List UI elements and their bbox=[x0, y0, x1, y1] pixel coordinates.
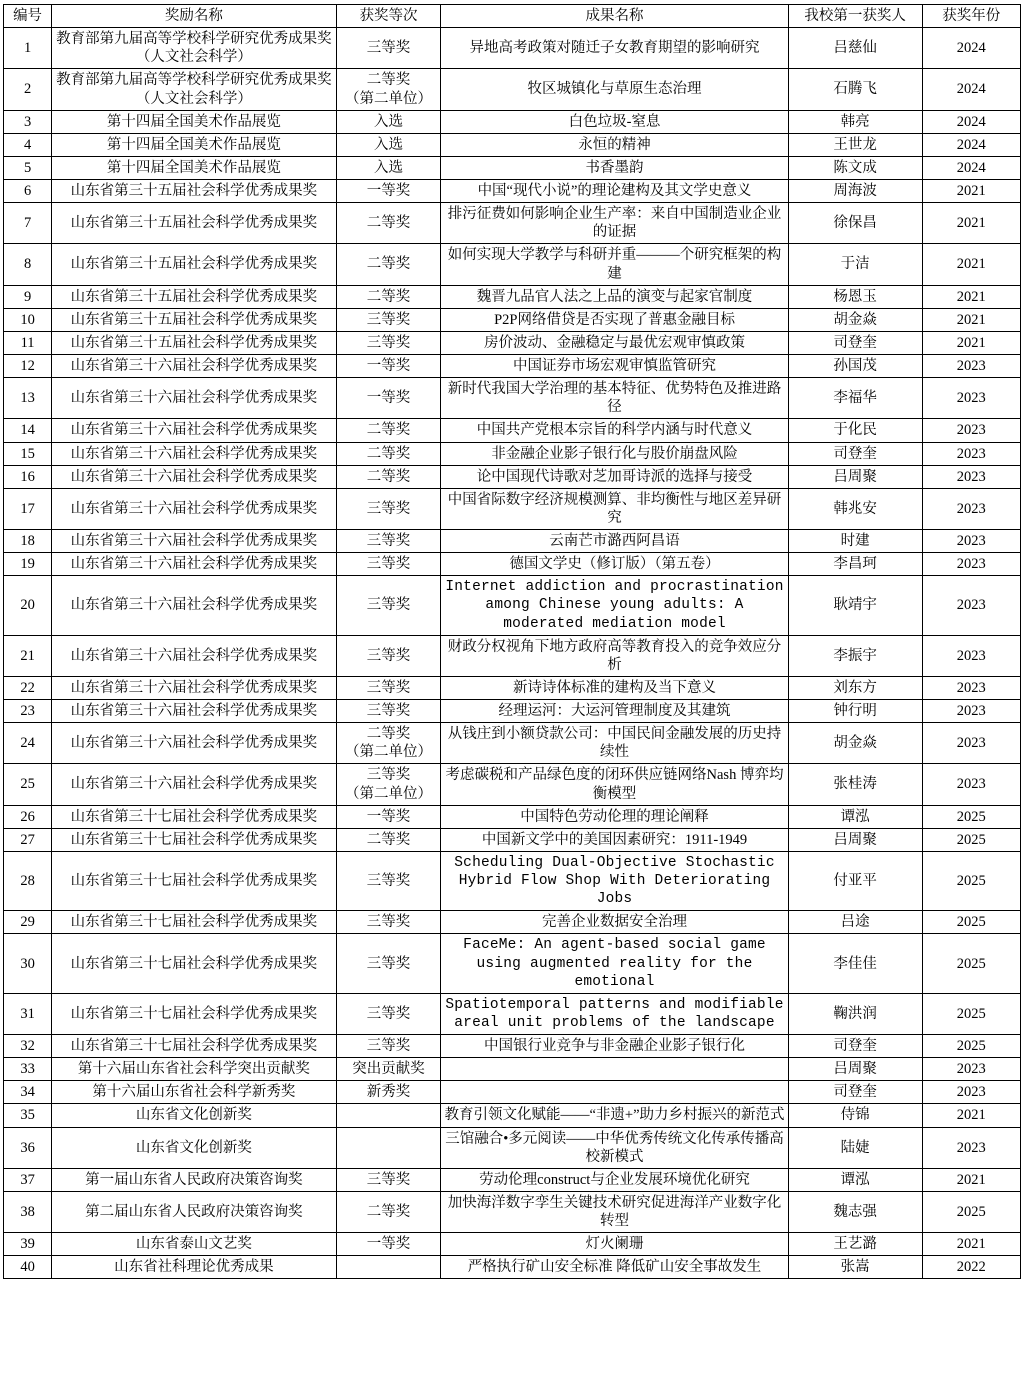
cell-award-year: 2023 bbox=[922, 635, 1020, 676]
cell-id: 21 bbox=[4, 635, 52, 676]
cell-achievement-title: 教育引领文化赋能——“非遗+”助力乡村振兴的新范式 bbox=[441, 1104, 788, 1127]
cell-achievement-title: 从钱庄到小额贷款公司：中国民间金融发展的历史持续性 bbox=[441, 723, 788, 764]
cell-id: 1 bbox=[4, 28, 52, 69]
cell-award-year: 2023 bbox=[922, 488, 1020, 529]
cell-first-awardee: 孙国茂 bbox=[788, 355, 922, 378]
table-row bbox=[4, 28, 1021, 69]
table-row bbox=[4, 308, 1021, 331]
cell-first-awardee: 刘东方 bbox=[788, 676, 922, 699]
cell-award-year: 2023 bbox=[922, 1058, 1020, 1081]
cell-first-awardee: 周海波 bbox=[788, 180, 922, 203]
cell-id: 19 bbox=[4, 553, 52, 576]
cell-first-awardee: 徐保昌 bbox=[788, 203, 922, 244]
cell-id: 5 bbox=[4, 156, 52, 179]
table-row bbox=[4, 1191, 1021, 1232]
table-row bbox=[4, 69, 1021, 110]
cell-award-year: 2023 bbox=[922, 676, 1020, 699]
table-row bbox=[4, 530, 1021, 553]
table-row bbox=[4, 133, 1021, 156]
cell-award-year: 2021 bbox=[922, 1233, 1020, 1256]
cell-id: 15 bbox=[4, 442, 52, 465]
cell-first-awardee: 鞠洪润 bbox=[788, 993, 922, 1034]
cell-achievement-title: 中国“现代小说”的理论建构及其文学史意义 bbox=[441, 180, 788, 203]
cell-achievement-title: 考虑碳税和产品绿色度的闭环供应链网络Nash 博弈均衡模型 bbox=[441, 764, 788, 805]
cell-first-awardee: 陈文成 bbox=[788, 156, 922, 179]
table-row bbox=[4, 1081, 1021, 1104]
cell-award-name: 第十六届山东省社会科学突出贡献奖 bbox=[52, 1058, 337, 1081]
cell-award-name: 山东省第三十六届社会科学优秀成果奖 bbox=[52, 676, 337, 699]
table-row bbox=[4, 1035, 1021, 1058]
cell-award-year: 2025 bbox=[922, 1191, 1020, 1232]
cell-award-level: 入选 bbox=[336, 156, 441, 179]
cell-first-awardee: 胡金焱 bbox=[788, 723, 922, 764]
cell-id: 22 bbox=[4, 676, 52, 699]
cell-first-awardee: 侍锦 bbox=[788, 1104, 922, 1127]
cell-first-awardee: 胡金焱 bbox=[788, 308, 922, 331]
cell-award-name: 第十四届全国美术作品展览 bbox=[52, 110, 337, 133]
cell-achievement-title: 牧区城镇化与草原生态治理 bbox=[441, 69, 788, 110]
cell-achievement-title: 房价波动、金融稳定与最优宏观审慎政策 bbox=[441, 331, 788, 354]
table-row bbox=[4, 828, 1021, 851]
cell-achievement-title: 三馆融合•多元阅读——中华优秀传统文化传承传播高校新模式 bbox=[441, 1127, 788, 1168]
cell-first-awardee: 韩亮 bbox=[788, 110, 922, 133]
cell-award-name: 山东省社科理论优秀成果 bbox=[52, 1256, 337, 1279]
cell-award-year: 2025 bbox=[922, 993, 1020, 1034]
cell-award-level: 三等奖 （第二单位） bbox=[336, 764, 441, 805]
table-row bbox=[4, 764, 1021, 805]
cell-achievement-title: 加快海洋数字孪生关键技术研究促进海洋产业数字化转型 bbox=[441, 1191, 788, 1232]
table-row bbox=[4, 723, 1021, 764]
table-row bbox=[4, 576, 1021, 635]
cell-award-year: 2024 bbox=[922, 133, 1020, 156]
cell-achievement-title: 财政分权视角下地方政府高等教育投入的竞争效应分析 bbox=[441, 635, 788, 676]
cell-award-year: 2023 bbox=[922, 1127, 1020, 1168]
table-row bbox=[4, 1127, 1021, 1168]
cell-award-name: 山东省第三十七届社会科学优秀成果奖 bbox=[52, 851, 337, 910]
cell-award-year: 2021 bbox=[922, 1168, 1020, 1191]
cell-id: 38 bbox=[4, 1191, 52, 1232]
cell-award-name: 山东省第三十五届社会科学优秀成果奖 bbox=[52, 285, 337, 308]
cell-award-year: 2023 bbox=[922, 530, 1020, 553]
cell-award-level: 三等奖 bbox=[336, 553, 441, 576]
cell-award-level bbox=[336, 1256, 441, 1279]
cell-award-level: 三等奖 bbox=[336, 308, 441, 331]
cell-achievement-title: 德国文学史（修订版）（第五卷） bbox=[441, 553, 788, 576]
cell-id: 4 bbox=[4, 133, 52, 156]
cell-award-level: 二等奖 bbox=[336, 285, 441, 308]
table-row bbox=[4, 805, 1021, 828]
cell-achievement-title: 中国新文学中的美国因素研究：1911-1949 bbox=[441, 828, 788, 851]
cell-award-year: 2021 bbox=[922, 308, 1020, 331]
cell-award-level bbox=[336, 1127, 441, 1168]
cell-award-name: 山东省文化创新奖 bbox=[52, 1127, 337, 1168]
cell-achievement-title: 魏晋九品官人法之上品的演变与起家官制度 bbox=[441, 285, 788, 308]
cell-first-awardee: 石腾飞 bbox=[788, 69, 922, 110]
cell-award-name: 山东省第三十六届社会科学优秀成果奖 bbox=[52, 355, 337, 378]
cell-achievement-title: 排污征费如何影响企业生产率：来自中国制造业企业的证据 bbox=[441, 203, 788, 244]
table-row bbox=[4, 331, 1021, 354]
cell-award-level: 三等奖 bbox=[336, 576, 441, 635]
cell-id: 36 bbox=[4, 1127, 52, 1168]
award-table bbox=[3, 4, 1021, 1279]
table-row bbox=[4, 442, 1021, 465]
table-row bbox=[4, 1104, 1021, 1127]
cell-award-name: 山东省第三十七届社会科学优秀成果奖 bbox=[52, 828, 337, 851]
cell-award-name: 山东省第三十六届社会科学优秀成果奖 bbox=[52, 442, 337, 465]
cell-award-year: 2025 bbox=[922, 911, 1020, 934]
table-row bbox=[4, 993, 1021, 1034]
table-row bbox=[4, 110, 1021, 133]
cell-id: 29 bbox=[4, 911, 52, 934]
cell-award-name: 教育部第九届高等学校科学研究优秀成果奖（人文社会科学） bbox=[52, 69, 337, 110]
table-row bbox=[4, 635, 1021, 676]
cell-award-year: 2024 bbox=[922, 28, 1020, 69]
cell-award-name: 第十四届全国美术作品展览 bbox=[52, 156, 337, 179]
cell-achievement-title: 书香墨韵 bbox=[441, 156, 788, 179]
cell-id: 20 bbox=[4, 576, 52, 635]
header-row bbox=[4, 5, 1021, 28]
cell-first-awardee: 陆婕 bbox=[788, 1127, 922, 1168]
cell-award-name: 教育部第九届高等学校科学研究优秀成果奖（人文社会科学） bbox=[52, 28, 337, 69]
cell-id: 16 bbox=[4, 465, 52, 488]
cell-award-level: 二等奖 bbox=[336, 203, 441, 244]
table-row bbox=[4, 1058, 1021, 1081]
cell-id: 26 bbox=[4, 805, 52, 828]
cell-first-awardee: 司登奎 bbox=[788, 331, 922, 354]
cell-id: 18 bbox=[4, 530, 52, 553]
cell-award-year: 2025 bbox=[922, 1035, 1020, 1058]
cell-achievement-title: 经理运河：大运河管理制度及其建筑 bbox=[441, 700, 788, 723]
cell-achievement-title: 完善企业数据安全治理 bbox=[441, 911, 788, 934]
cell-award-name: 山东省第三十五届社会科学优秀成果奖 bbox=[52, 331, 337, 354]
cell-first-awardee: 吕周聚 bbox=[788, 1058, 922, 1081]
cell-id: 40 bbox=[4, 1256, 52, 1279]
cell-award-year: 2023 bbox=[922, 355, 1020, 378]
cell-award-level: 二等奖 bbox=[336, 828, 441, 851]
cell-award-year: 2025 bbox=[922, 851, 1020, 910]
cell-first-awardee: 杨恩玉 bbox=[788, 285, 922, 308]
cell-achievement-title bbox=[441, 1081, 788, 1104]
cell-award-level: 新秀奖 bbox=[336, 1081, 441, 1104]
cell-award-level: 三等奖 bbox=[336, 635, 441, 676]
cell-first-awardee: 王艺潞 bbox=[788, 1233, 922, 1256]
cell-id: 6 bbox=[4, 180, 52, 203]
cell-achievement-title: 劳动伦理construct与企业发展环境优化研究 bbox=[441, 1168, 788, 1191]
cell-award-year: 2023 bbox=[922, 723, 1020, 764]
cell-id: 35 bbox=[4, 1104, 52, 1127]
cell-first-awardee: 李福华 bbox=[788, 378, 922, 419]
cell-first-awardee: 吕周聚 bbox=[788, 465, 922, 488]
cell-award-name: 山东省第三十六届社会科学优秀成果奖 bbox=[52, 488, 337, 529]
cell-id: 13 bbox=[4, 378, 52, 419]
cell-achievement-title: 非金融企业影子银行化与股价崩盘风险 bbox=[441, 442, 788, 465]
table-row bbox=[4, 419, 1021, 442]
cell-award-name: 山东省第三十六届社会科学优秀成果奖 bbox=[52, 419, 337, 442]
cell-first-awardee: 李昌珂 bbox=[788, 553, 922, 576]
cell-achievement-title bbox=[441, 1058, 788, 1081]
cell-id: 17 bbox=[4, 488, 52, 529]
cell-achievement-title: Internet addiction and procrastination among Chinese young adults: A moderated mediation model bbox=[441, 576, 788, 635]
cell-first-awardee: 时建 bbox=[788, 530, 922, 553]
cell-award-year: 2023 bbox=[922, 1081, 1020, 1104]
cell-first-awardee: 司登奎 bbox=[788, 442, 922, 465]
cell-achievement-title: Spatiotemporal patterns and modifiable areal unit problems of the landscape bbox=[441, 993, 788, 1034]
cell-award-level: 二等奖 bbox=[336, 244, 441, 285]
cell-id: 25 bbox=[4, 764, 52, 805]
cell-award-level: 入选 bbox=[336, 110, 441, 133]
table-row bbox=[4, 285, 1021, 308]
table-row bbox=[4, 1233, 1021, 1256]
table-row bbox=[4, 244, 1021, 285]
cell-award-name: 山东省第三十七届社会科学优秀成果奖 bbox=[52, 1035, 337, 1058]
cell-award-level: 一等奖 bbox=[336, 378, 441, 419]
cell-id: 14 bbox=[4, 419, 52, 442]
table-row bbox=[4, 553, 1021, 576]
table-body bbox=[4, 28, 1021, 1279]
cell-award-level: 三等奖 bbox=[336, 530, 441, 553]
cell-id: 39 bbox=[4, 1233, 52, 1256]
table-row bbox=[4, 465, 1021, 488]
cell-award-name: 山东省文化创新奖 bbox=[52, 1104, 337, 1127]
cell-award-level: 三等奖 bbox=[336, 1168, 441, 1191]
cell-first-awardee: 钟行明 bbox=[788, 700, 922, 723]
cell-award-level: 三等奖 bbox=[336, 851, 441, 910]
table-row bbox=[4, 156, 1021, 179]
cell-award-level: 二等奖 bbox=[336, 1191, 441, 1232]
cell-id: 2 bbox=[4, 69, 52, 110]
cell-first-awardee: 于洁 bbox=[788, 244, 922, 285]
cell-achievement-title: 中国特色劳动伦理的理论阐释 bbox=[441, 805, 788, 828]
cell-award-level: 三等奖 bbox=[336, 700, 441, 723]
cell-award-year: 2021 bbox=[922, 180, 1020, 203]
cell-award-name: 第十六届山东省社会科学新秀奖 bbox=[52, 1081, 337, 1104]
cell-award-name: 山东省第三十六届社会科学优秀成果奖 bbox=[52, 635, 337, 676]
cell-achievement-title: 云南芒市潞西阿昌语 bbox=[441, 530, 788, 553]
cell-achievement-title: 灯火阑珊 bbox=[441, 1233, 788, 1256]
cell-achievement-title: 永恒的精神 bbox=[441, 133, 788, 156]
cell-award-level: 三等奖 bbox=[336, 676, 441, 699]
cell-award-name: 第一届山东省人民政府决策咨询奖 bbox=[52, 1168, 337, 1191]
cell-id: 3 bbox=[4, 110, 52, 133]
cell-id: 8 bbox=[4, 244, 52, 285]
cell-award-name: 第二届山东省人民政府决策咨询奖 bbox=[52, 1191, 337, 1232]
cell-award-level: 二等奖 bbox=[336, 465, 441, 488]
column-header-person: 我校第一获奖人 bbox=[788, 5, 922, 28]
cell-award-year: 2025 bbox=[922, 805, 1020, 828]
cell-award-name: 山东省第三十六届社会科学优秀成果奖 bbox=[52, 530, 337, 553]
cell-award-year: 2021 bbox=[922, 1104, 1020, 1127]
cell-award-name: 第十四届全国美术作品展览 bbox=[52, 133, 337, 156]
cell-award-level: 二等奖 bbox=[336, 442, 441, 465]
table-row bbox=[4, 676, 1021, 699]
cell-award-level: 三等奖 bbox=[336, 1035, 441, 1058]
cell-award-name: 山东省第三十六届社会科学优秀成果奖 bbox=[52, 576, 337, 635]
cell-id: 23 bbox=[4, 700, 52, 723]
cell-achievement-title: 中国共产党根本宗旨的科学内涵与时代意义 bbox=[441, 419, 788, 442]
table-row bbox=[4, 180, 1021, 203]
cell-id: 37 bbox=[4, 1168, 52, 1191]
cell-award-name: 山东省第三十六届社会科学优秀成果奖 bbox=[52, 378, 337, 419]
cell-achievement-title: P2P网络借贷是否实现了普惠金融目标 bbox=[441, 308, 788, 331]
cell-award-level: 入选 bbox=[336, 133, 441, 156]
table-row bbox=[4, 1256, 1021, 1279]
cell-first-awardee: 张嵩 bbox=[788, 1256, 922, 1279]
cell-achievement-title: Scheduling Dual-Objective Stochastic Hybrid Flow Shop With Deteriorating Jobs bbox=[441, 851, 788, 910]
cell-achievement-title: 新时代我国大学治理的基本特征、优势特色及推进路径 bbox=[441, 378, 788, 419]
cell-achievement-title: FaceMe: An agent-based social game using augmented reality for the emotional bbox=[441, 934, 788, 993]
cell-id: 32 bbox=[4, 1035, 52, 1058]
cell-id: 9 bbox=[4, 285, 52, 308]
cell-award-level: 三等奖 bbox=[336, 934, 441, 993]
cell-id: 34 bbox=[4, 1081, 52, 1104]
cell-award-level: 一等奖 bbox=[336, 1233, 441, 1256]
cell-award-year: 2023 bbox=[922, 553, 1020, 576]
cell-award-level: 一等奖 bbox=[336, 355, 441, 378]
cell-id: 33 bbox=[4, 1058, 52, 1081]
cell-first-awardee: 吕途 bbox=[788, 911, 922, 934]
cell-id: 10 bbox=[4, 308, 52, 331]
column-header-level: 获奖等次 bbox=[336, 5, 441, 28]
table-row bbox=[4, 851, 1021, 910]
cell-id: 11 bbox=[4, 331, 52, 354]
cell-award-year: 2023 bbox=[922, 442, 1020, 465]
cell-award-year: 2023 bbox=[922, 378, 1020, 419]
cell-id: 28 bbox=[4, 851, 52, 910]
cell-first-awardee: 谭泓 bbox=[788, 1168, 922, 1191]
cell-award-year: 2024 bbox=[922, 69, 1020, 110]
cell-award-name: 山东省第三十五届社会科学优秀成果奖 bbox=[52, 308, 337, 331]
cell-award-year: 2021 bbox=[922, 331, 1020, 354]
column-header-award: 奖励名称 bbox=[52, 5, 337, 28]
cell-achievement-title: 中国银行业竞争与非金融企业影子银行化 bbox=[441, 1035, 788, 1058]
table-row bbox=[4, 934, 1021, 993]
column-header-year: 获奖年份 bbox=[922, 5, 1020, 28]
cell-award-level: 一等奖 bbox=[336, 180, 441, 203]
cell-award-year: 2024 bbox=[922, 156, 1020, 179]
cell-award-name: 山东省泰山文艺奖 bbox=[52, 1233, 337, 1256]
cell-award-level: 三等奖 bbox=[336, 331, 441, 354]
cell-award-name: 山东省第三十六届社会科学优秀成果奖 bbox=[52, 465, 337, 488]
cell-id: 31 bbox=[4, 993, 52, 1034]
cell-achievement-title: 如何实现大学教学与科研并重———个研究框架的构建 bbox=[441, 244, 788, 285]
cell-id: 24 bbox=[4, 723, 52, 764]
cell-id: 12 bbox=[4, 355, 52, 378]
cell-award-year: 2022 bbox=[922, 1256, 1020, 1279]
cell-id: 30 bbox=[4, 934, 52, 993]
cell-first-awardee: 耿靖宇 bbox=[788, 576, 922, 635]
cell-first-awardee: 王世龙 bbox=[788, 133, 922, 156]
cell-award-year: 2024 bbox=[922, 110, 1020, 133]
cell-award-year: 2023 bbox=[922, 465, 1020, 488]
cell-achievement-title: 新诗诗体标准的建构及当下意义 bbox=[441, 676, 788, 699]
cell-first-awardee: 付亚平 bbox=[788, 851, 922, 910]
cell-first-awardee: 谭泓 bbox=[788, 805, 922, 828]
cell-award-name: 山东省第三十七届社会科学优秀成果奖 bbox=[52, 993, 337, 1034]
table-header bbox=[4, 5, 1021, 28]
cell-id: 7 bbox=[4, 203, 52, 244]
table-row bbox=[4, 700, 1021, 723]
column-header-id: 编号 bbox=[4, 5, 52, 28]
cell-achievement-title: 论中国现代诗歌对芝加哥诗派的选择与接受 bbox=[441, 465, 788, 488]
cell-first-awardee: 于化民 bbox=[788, 419, 922, 442]
cell-award-year: 2023 bbox=[922, 764, 1020, 805]
cell-achievement-title: 中国证券市场宏观审慎监管研究 bbox=[441, 355, 788, 378]
cell-award-name: 山东省第三十七届社会科学优秀成果奖 bbox=[52, 911, 337, 934]
table-row bbox=[4, 1168, 1021, 1191]
cell-award-name: 山东省第三十五届社会科学优秀成果奖 bbox=[52, 244, 337, 285]
cell-first-awardee: 李振宇 bbox=[788, 635, 922, 676]
cell-award-level: 三等奖 bbox=[336, 488, 441, 529]
cell-award-year: 2021 bbox=[922, 285, 1020, 308]
cell-first-awardee: 韩兆安 bbox=[788, 488, 922, 529]
cell-award-level: 二等奖 （第二单位） bbox=[336, 69, 441, 110]
cell-award-level: 一等奖 bbox=[336, 805, 441, 828]
cell-award-level: 突出贡献奖 bbox=[336, 1058, 441, 1081]
cell-achievement-title: 中国省际数字经济规模测算、非均衡性与地区差异研究 bbox=[441, 488, 788, 529]
cell-award-name: 山东省第三十五届社会科学优秀成果奖 bbox=[52, 180, 337, 203]
cell-award-year: 2025 bbox=[922, 934, 1020, 993]
cell-first-awardee: 司登奎 bbox=[788, 1081, 922, 1104]
cell-award-name: 山东省第三十六届社会科学优秀成果奖 bbox=[52, 700, 337, 723]
cell-first-awardee: 李佳佳 bbox=[788, 934, 922, 993]
cell-award-year: 2023 bbox=[922, 576, 1020, 635]
table-row bbox=[4, 203, 1021, 244]
cell-award-level: 二等奖 （第二单位） bbox=[336, 723, 441, 764]
table-row bbox=[4, 355, 1021, 378]
cell-first-awardee: 吕周聚 bbox=[788, 828, 922, 851]
cell-achievement-title: 白色垃圾-窒息 bbox=[441, 110, 788, 133]
cell-award-name: 山东省第三十五届社会科学优秀成果奖 bbox=[52, 203, 337, 244]
cell-award-level bbox=[336, 1104, 441, 1127]
cell-first-awardee: 张桂涛 bbox=[788, 764, 922, 805]
table-row bbox=[4, 911, 1021, 934]
cell-award-year: 2021 bbox=[922, 244, 1020, 285]
cell-first-awardee: 魏志强 bbox=[788, 1191, 922, 1232]
cell-award-level: 三等奖 bbox=[336, 911, 441, 934]
cell-achievement-title: 严格执行矿山安全标准 降低矿山安全事故发生 bbox=[441, 1256, 788, 1279]
table-row bbox=[4, 378, 1021, 419]
cell-first-awardee: 吕慈仙 bbox=[788, 28, 922, 69]
cell-award-year: 2023 bbox=[922, 419, 1020, 442]
cell-award-name: 山东省第三十六届社会科学优秀成果奖 bbox=[52, 764, 337, 805]
table-row bbox=[4, 488, 1021, 529]
cell-award-name: 山东省第三十七届社会科学优秀成果奖 bbox=[52, 805, 337, 828]
cell-first-awardee: 司登奎 bbox=[788, 1035, 922, 1058]
cell-award-name: 山东省第三十七届社会科学优秀成果奖 bbox=[52, 934, 337, 993]
cell-award-level: 二等奖 bbox=[336, 419, 441, 442]
cell-award-year: 2021 bbox=[922, 203, 1020, 244]
cell-award-level: 三等奖 bbox=[336, 993, 441, 1034]
cell-award-name: 山东省第三十六届社会科学优秀成果奖 bbox=[52, 723, 337, 764]
cell-award-year: 2025 bbox=[922, 828, 1020, 851]
column-header-title: 成果名称 bbox=[441, 5, 788, 28]
cell-award-name: 山东省第三十六届社会科学优秀成果奖 bbox=[52, 553, 337, 576]
cell-award-year: 2023 bbox=[922, 700, 1020, 723]
cell-id: 27 bbox=[4, 828, 52, 851]
cell-award-level: 三等奖 bbox=[336, 28, 441, 69]
cell-achievement-title: 异地高考政策对随迁子女教育期望的影响研究 bbox=[441, 28, 788, 69]
